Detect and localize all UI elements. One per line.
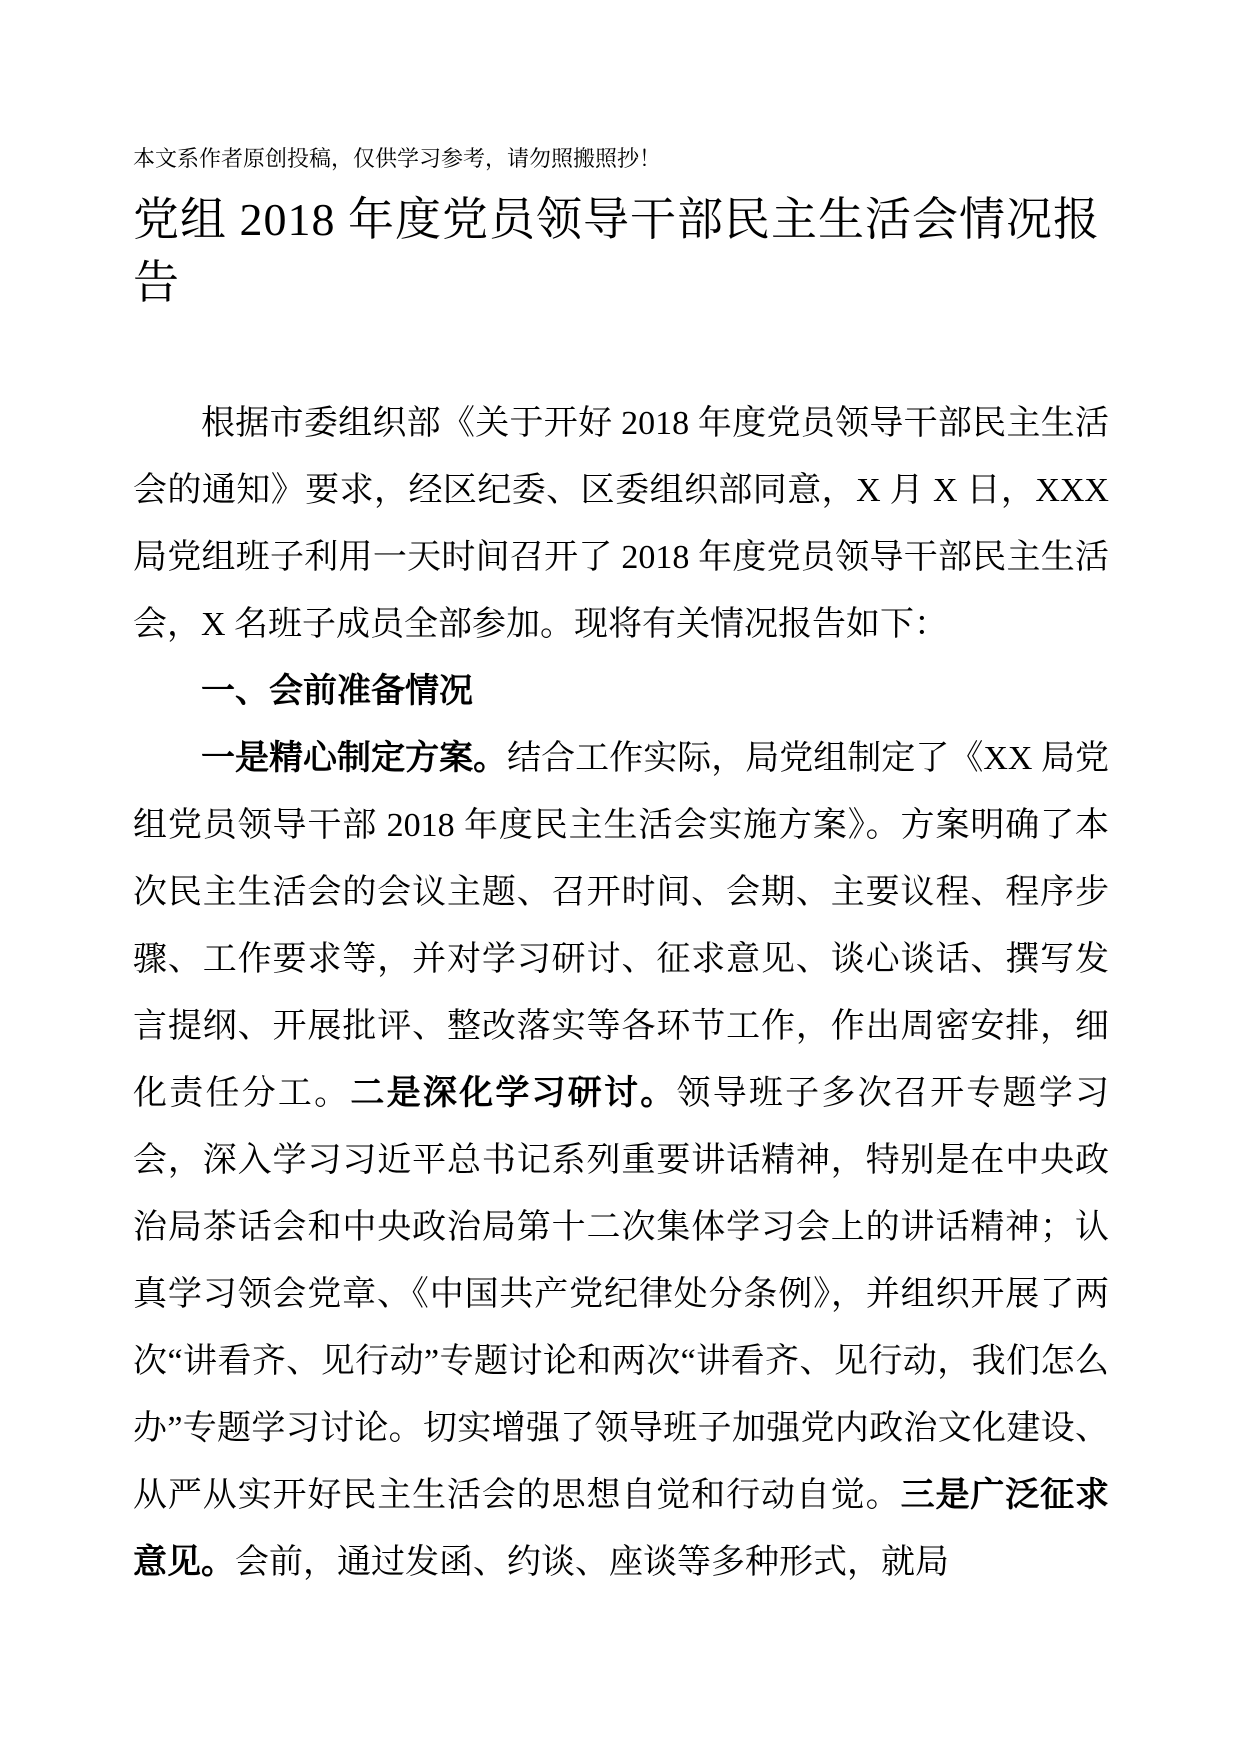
document-body: [133, 390, 1109, 1596]
disclaimer-text: 本文系作者原创投稿，仅供学习参考，请勿照搬照抄！: [133, 146, 662, 171]
section-heading: [133, 658, 1109, 725]
emphasis-run: 二是深化学习研讨。: [350, 1075, 677, 1112]
text-run: 根据市委组织部《关于开好 2018 年度党员领导干部民主生活会的通知》要求，经区纪委、区委组织部同意，X 月 X 日，XXX 局党组班子利用一天时间召开了 2018 年度党员领导干部民主生活会，X 名班子成员全部参加。现将有关情况报告如下：: [133, 405, 1109, 643]
emphasis-run: 一是精心制定方案。: [201, 740, 508, 777]
body-paragraph: [133, 390, 1109, 658]
document-title: 党组 2018 年度党员领导干部民主生活会情况报告: [133, 194, 1100, 308]
body-paragraph: [133, 725, 1109, 1596]
emphasis-run: 一、会前准备情况: [201, 673, 473, 710]
text-run: 会前，通过发函、约谈、座谈等多种形式，就局: [235, 1544, 949, 1581]
emphasis-run: 三是广泛征求意见。: [133, 1477, 1110, 1581]
text-run: 结合工作实际，局党组制定了《XX 局党组党员领导干部 2018 年度民主生活会实施方案》。方案明确了本次民主生活会的会议主题、召开时间、会期、主要议程、程序步骤、工作要求等，并对学习研讨、征求意见、谈心谈话、撰写发言提纲、开展批评、整改落实等各环节工作，作出周密安排，细化责任分工。: [133, 740, 1109, 1112]
text-run: 领导班子多次召开专题学习会，深入学习习近平总书记系列重要讲话精神，特别是在中央政治局茶话会和中央政治局第十二次集体学习会上的讲话精神；认真学习领会党章、《中国共产党纪律处分条例》，并组织开展了两次“讲看齐、见行动”专题讨论和两次“讲看齐、见行动，我们怎么办”专题学习讨论。切实增强了领导班子加强党内政治文化建设、从严从实开好民主生活会的思想自觉和行动自觉。: [133, 1075, 1110, 1514]
